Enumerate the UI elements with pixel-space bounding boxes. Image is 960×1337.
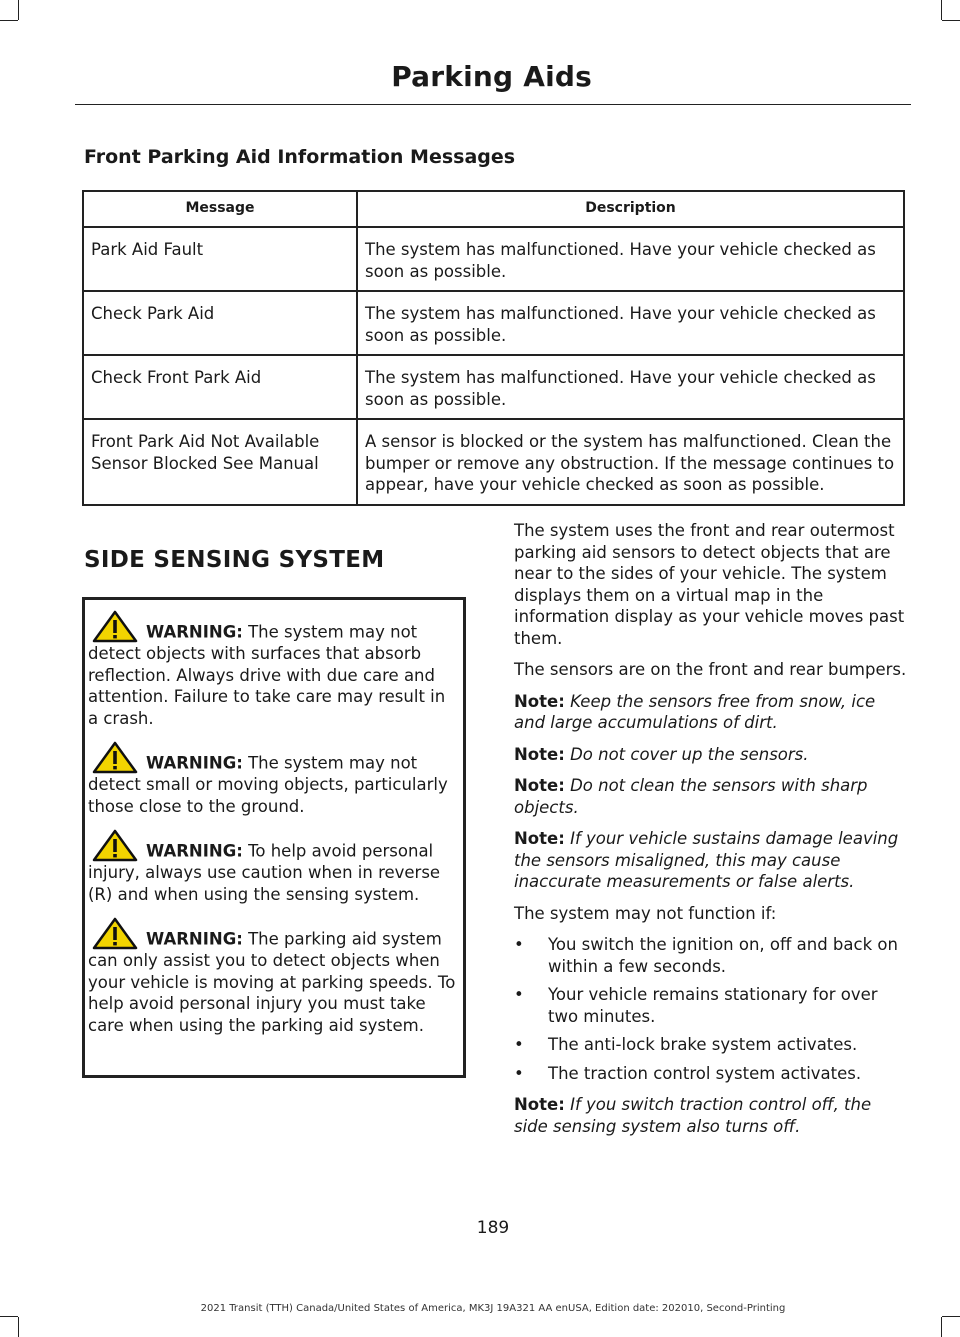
note-text: Keep the sensors free from snow, ice and large accumulations of dirt. — [514, 691, 876, 732]
warning-text: The system may not detect objects with surfaces that absorb reflection. Always drive with due care and attention. Failure to take care may result in a crash. — [88, 622, 446, 728]
note — [514, 828, 909, 893]
description-cell: A sensor is blocked or the system has malfunctioned. Clean the bumper or remove any obstruction. If the message continues to appear, have your vehicle checked as soon as possible. — [357, 419, 904, 505]
warning-triangle-icon — [92, 917, 138, 950]
note — [514, 691, 909, 734]
message-cell: Check Park Aid — [83, 291, 357, 355]
bullet: • — [514, 935, 524, 954]
crop-mark — [0, 1316, 18, 1317]
crop-mark — [0, 20, 18, 21]
crop-mark — [18, 0, 19, 20]
list-item — [514, 984, 909, 1027]
warning-triangle-icon — [92, 829, 138, 862]
note — [514, 1094, 909, 1137]
side-sensing-heading: SIDE SENSING SYSTEM — [84, 547, 385, 573]
message-cell: Park Aid Fault — [83, 227, 357, 291]
table-header-row — [83, 191, 904, 227]
note-label: Note: — [514, 829, 565, 848]
note-text: Do not clean the sensors with sharp objects. — [514, 776, 868, 817]
crop-mark — [941, 1317, 942, 1337]
bullet: • — [514, 1035, 524, 1054]
crop-mark — [942, 20, 960, 21]
messages-table — [82, 190, 905, 506]
list-item-text: You switch the ignition on, off and back on within a few seconds. — [548, 935, 898, 976]
page-number: 189 — [476, 1218, 510, 1238]
warning-triangle-icon — [92, 610, 138, 643]
header-rule — [75, 104, 911, 105]
list-item — [514, 1063, 909, 1085]
body-paragraph: The sensors are on the front and rear bumpers. — [514, 660, 907, 679]
note-text: Do not cover up the sensors. — [564, 744, 809, 764]
list-intro: The system may not function if: — [514, 903, 777, 923]
bullet: • — [514, 1063, 524, 1083]
table-row — [83, 291, 904, 355]
warning-paragraph — [88, 610, 460, 729]
list-item — [514, 934, 909, 977]
warning-triangle-icon — [92, 741, 138, 774]
message-cell: Check Front Park Aid — [83, 355, 357, 419]
table-row — [83, 419, 904, 505]
warning-label: WARNING: — [146, 622, 243, 642]
note-text: If your vehicle sustains damage leaving the sensors misaligned, this may cause inaccurate measurements or false alerts. — [514, 829, 899, 891]
warning-paragraph — [88, 917, 460, 1036]
side-sensing-body — [514, 520, 909, 1147]
table-row — [83, 355, 904, 419]
edition-footer: 2021 Transit (TTH) Canada/United States of America, MK3J 19A321 AA enUSA, Edition date: 202010, Second-Printing — [200, 1303, 786, 1314]
conditions-list — [514, 934, 909, 1084]
description-cell: The system has malfunctioned. Have your vehicle checked as soon as possible. — [357, 355, 904, 419]
list-item-text: Your vehicle remains stationary for over two minutes. — [548, 985, 878, 1026]
warning-paragraph — [88, 741, 460, 817]
column-header-description: Description — [357, 191, 904, 227]
warning-label: WARNING: — [146, 753, 243, 773]
description-cell: The system has malfunctioned. Have your vehicle checked as soon as possible. — [357, 291, 904, 355]
list-item-text: The anti-lock brake system activates. — [548, 1035, 858, 1054]
note-label: Note: — [514, 691, 565, 711]
list-item-text: The traction control system activates. — [548, 1063, 862, 1083]
warning-text: The system may not detect small or moving objects, particularly those close to the ground. — [88, 753, 448, 816]
warning-text: To help avoid personal injury, always use caution when in reverse (R) and when using the sensing system. — [88, 841, 441, 904]
description-cell: The system has malfunctioned. Have your vehicle checked as soon as possible. — [357, 227, 904, 291]
warning-label: WARNING: — [146, 841, 243, 861]
body-paragraph: The system uses the front and rear outermost parking aid sensors to detect objects that are near to the sides of your vehicle. The system displays them on a virtual map in the information display as your vehicle moves past them. — [514, 521, 905, 648]
message-cell: Front Park Aid Not Available Sensor Blocked See Manual — [83, 419, 357, 505]
warning-text: The parking aid system can only assist you to detect objects when your vehicle is moving at parking speeds. To help avoid personal injury you must take care when using the parking aid system. — [88, 929, 456, 1035]
warning-paragraph — [88, 829, 460, 905]
crop-mark — [18, 1317, 19, 1337]
warnings-box — [82, 597, 466, 1078]
crop-mark — [942, 1316, 960, 1317]
note — [514, 744, 909, 766]
front-parking-aid-heading: Front Parking Aid Information Messages — [84, 146, 516, 168]
warning-label: WARNING: — [146, 929, 243, 949]
note-label: Note: — [514, 1095, 565, 1114]
table-row — [83, 227, 904, 291]
note — [514, 775, 909, 818]
note-text: If you switch traction control off, the side sensing system also turns off. — [514, 1095, 872, 1136]
list-item — [514, 1034, 909, 1056]
note-label: Note: — [514, 744, 565, 764]
note-label: Note: — [514, 776, 565, 795]
column-header-message: Message — [83, 191, 357, 227]
bullet: • — [514, 985, 524, 1004]
crop-mark — [941, 0, 942, 20]
page-header-title: Parking Aids — [391, 60, 592, 93]
